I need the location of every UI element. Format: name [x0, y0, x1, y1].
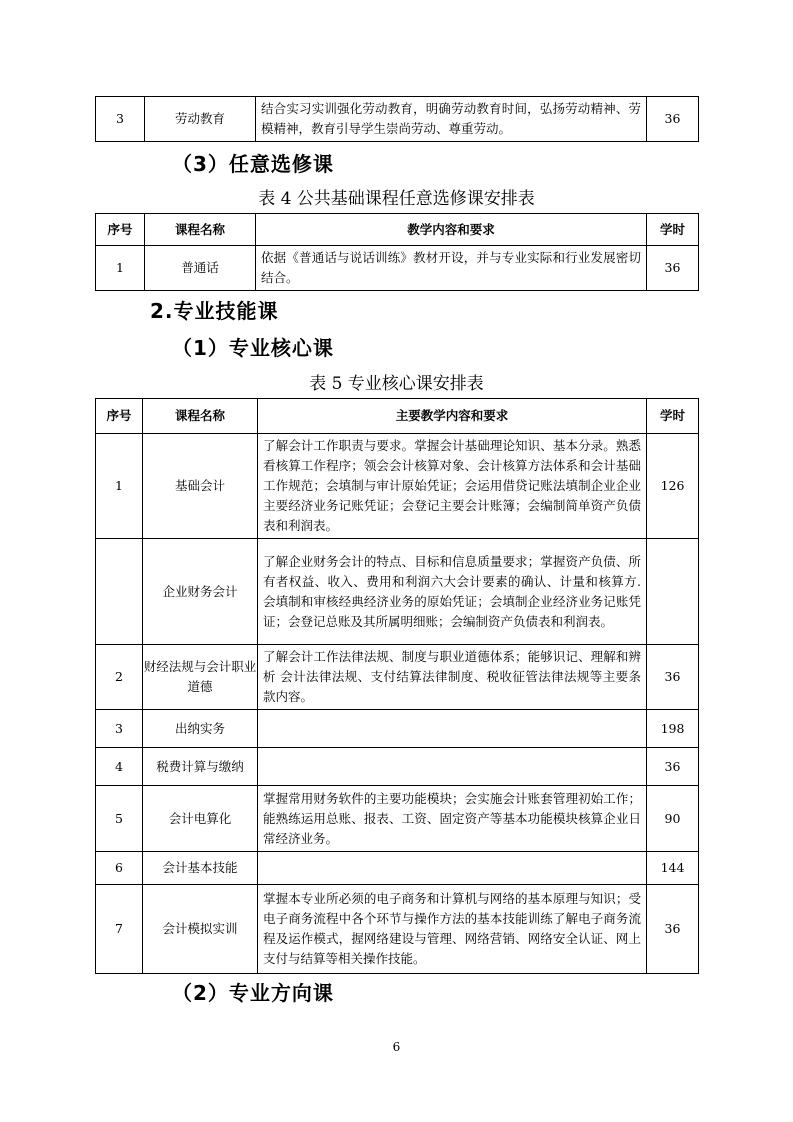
cell-name: 会计基本技能: [143, 852, 258, 885]
table4: [95, 213, 699, 291]
header-hours: 学时: [647, 399, 699, 434]
table-row: [96, 748, 699, 786]
table-row: [96, 246, 699, 291]
heading-skill: 2.专业技能课: [150, 299, 279, 323]
table-row: [96, 434, 699, 539]
header-name: 课程名称: [143, 399, 258, 434]
table-row: [96, 97, 699, 142]
cell-name: 劳动教育: [145, 97, 256, 142]
cell-no: 1: [96, 434, 143, 539]
cell-content: [258, 710, 647, 748]
table-row: [96, 885, 699, 974]
cell-no: 5: [96, 786, 143, 852]
cell-no: 3: [96, 710, 143, 748]
table-row: [96, 786, 699, 852]
cell-hours: 36: [647, 748, 699, 786]
cell-no: 4: [96, 748, 143, 786]
header-no: 序号: [96, 399, 143, 434]
cell-no: 6: [96, 852, 143, 885]
cell-name: 财经法规与会计职业道德: [143, 645, 258, 710]
table-row: [96, 852, 699, 885]
table-row: [96, 710, 699, 748]
cell-name: 企业财务会计: [143, 539, 258, 645]
heading-direction: （2）专业方向课: [172, 981, 334, 1005]
cell-hours: 144: [647, 852, 699, 885]
header-name: 课程名称: [145, 214, 256, 246]
cell-content: [258, 852, 647, 885]
table4-caption: 表 4 公共基础课程任意选修课安排表: [258, 189, 535, 209]
cell-hours: 36: [647, 645, 699, 710]
cell-hours: 36: [647, 885, 699, 974]
cell-content: 依据《普通话与说话训练》教材开设，并与专业实际和行业发展密切结合。: [256, 246, 647, 291]
cell-hours: 90: [647, 786, 699, 852]
heading-elective: （3）任意选修课: [172, 152, 334, 176]
cell-name: 会计电算化: [143, 786, 258, 852]
cell-content: 掌握常用财务软件的主要功能模块；会实施会计账套管理初始工作；能熟练运用总账、报表、工资、固定资产等基本功能模块核算企业日常经济业务。: [258, 786, 647, 852]
table5-caption: 表 5 专业核心课安排表: [309, 374, 484, 394]
header-no: 序号: [96, 214, 145, 246]
cell-hours: 126: [647, 434, 699, 539]
cell-no: 7: [96, 885, 143, 974]
table-header-row: [96, 214, 699, 246]
cell-hours: [647, 539, 699, 645]
cell-content: 了解企业财务会计的特点、目标和信息质量要求；掌握资产负债、所有者权益、收入、费用和利润六大会计要素的确认、计量和核算方. 会填制和审核经典经济业务的原始凭证；会填制企业经济业务记账凭证；会登记总账及其所属明细账；会编制资产负债表和利润表。: [258, 539, 647, 645]
cell-hours: 198: [647, 710, 699, 748]
cell-name: 普通话: [145, 246, 256, 291]
cell-no: 2: [96, 645, 143, 710]
table5: [95, 398, 699, 974]
cell-content: 了解会计工作法律法规、制度与职业道德体系；能够识记、理解和辨析 会计法律法规、支付结算法律制度、税收征管法律法规等主要条款内容。: [258, 645, 647, 710]
cell-name: 出纳实务: [143, 710, 258, 748]
header-content: 主要教学内容和要求: [258, 399, 647, 434]
cell-name: 基础会计: [143, 434, 258, 539]
table-row: [96, 645, 699, 710]
cell-hours: 36: [647, 246, 699, 291]
cell-content: 掌握本专业所必须的电子商务和计算机与网络的基本原理与知识；受电子商务流程中各个环节与操作方法的基本技能训练了解电子商务流程及运作模式，握网络建设与管理、网络营销、网络安全认证、网上支付与结算等相关操作技能。: [258, 885, 647, 974]
cell-no: [96, 539, 143, 645]
header-content: 教学内容和要求: [256, 214, 647, 246]
header-hours: 学时: [647, 214, 699, 246]
cell-no: 1: [96, 246, 145, 291]
page-number: 6: [392, 1040, 401, 1054]
cell-name: 税费计算与缴纳: [143, 748, 258, 786]
cell-hours: 36: [647, 97, 699, 142]
cell-content: [258, 748, 647, 786]
table-row: [96, 539, 699, 645]
cell-name: 会计模拟实训: [143, 885, 258, 974]
cell-content: 结合实习实训强化劳动教育，明确劳动教育时间，弘扬劳动精神、劳模精神，教育引导学生崇尚劳动、尊重劳动。: [256, 97, 647, 142]
cell-no: 3: [96, 97, 145, 142]
heading-core: （1）专业核心课: [172, 336, 334, 360]
table-labor-education: [95, 96, 699, 142]
table-header-row: [96, 399, 699, 434]
cell-content: 了解会计工作职责与要求。掌握会计基础理论知识、基本分录。熟悉看核算工作程序；领会会计核算对象、会计核算方法体系和会计基础工作规范；会填制与审计原始凭证；会运用借贷记账法填制企业企业主要经济业务记账凭证；会登记主要会计账簿；会编制简单资产负债表和利润表。: [258, 434, 647, 539]
